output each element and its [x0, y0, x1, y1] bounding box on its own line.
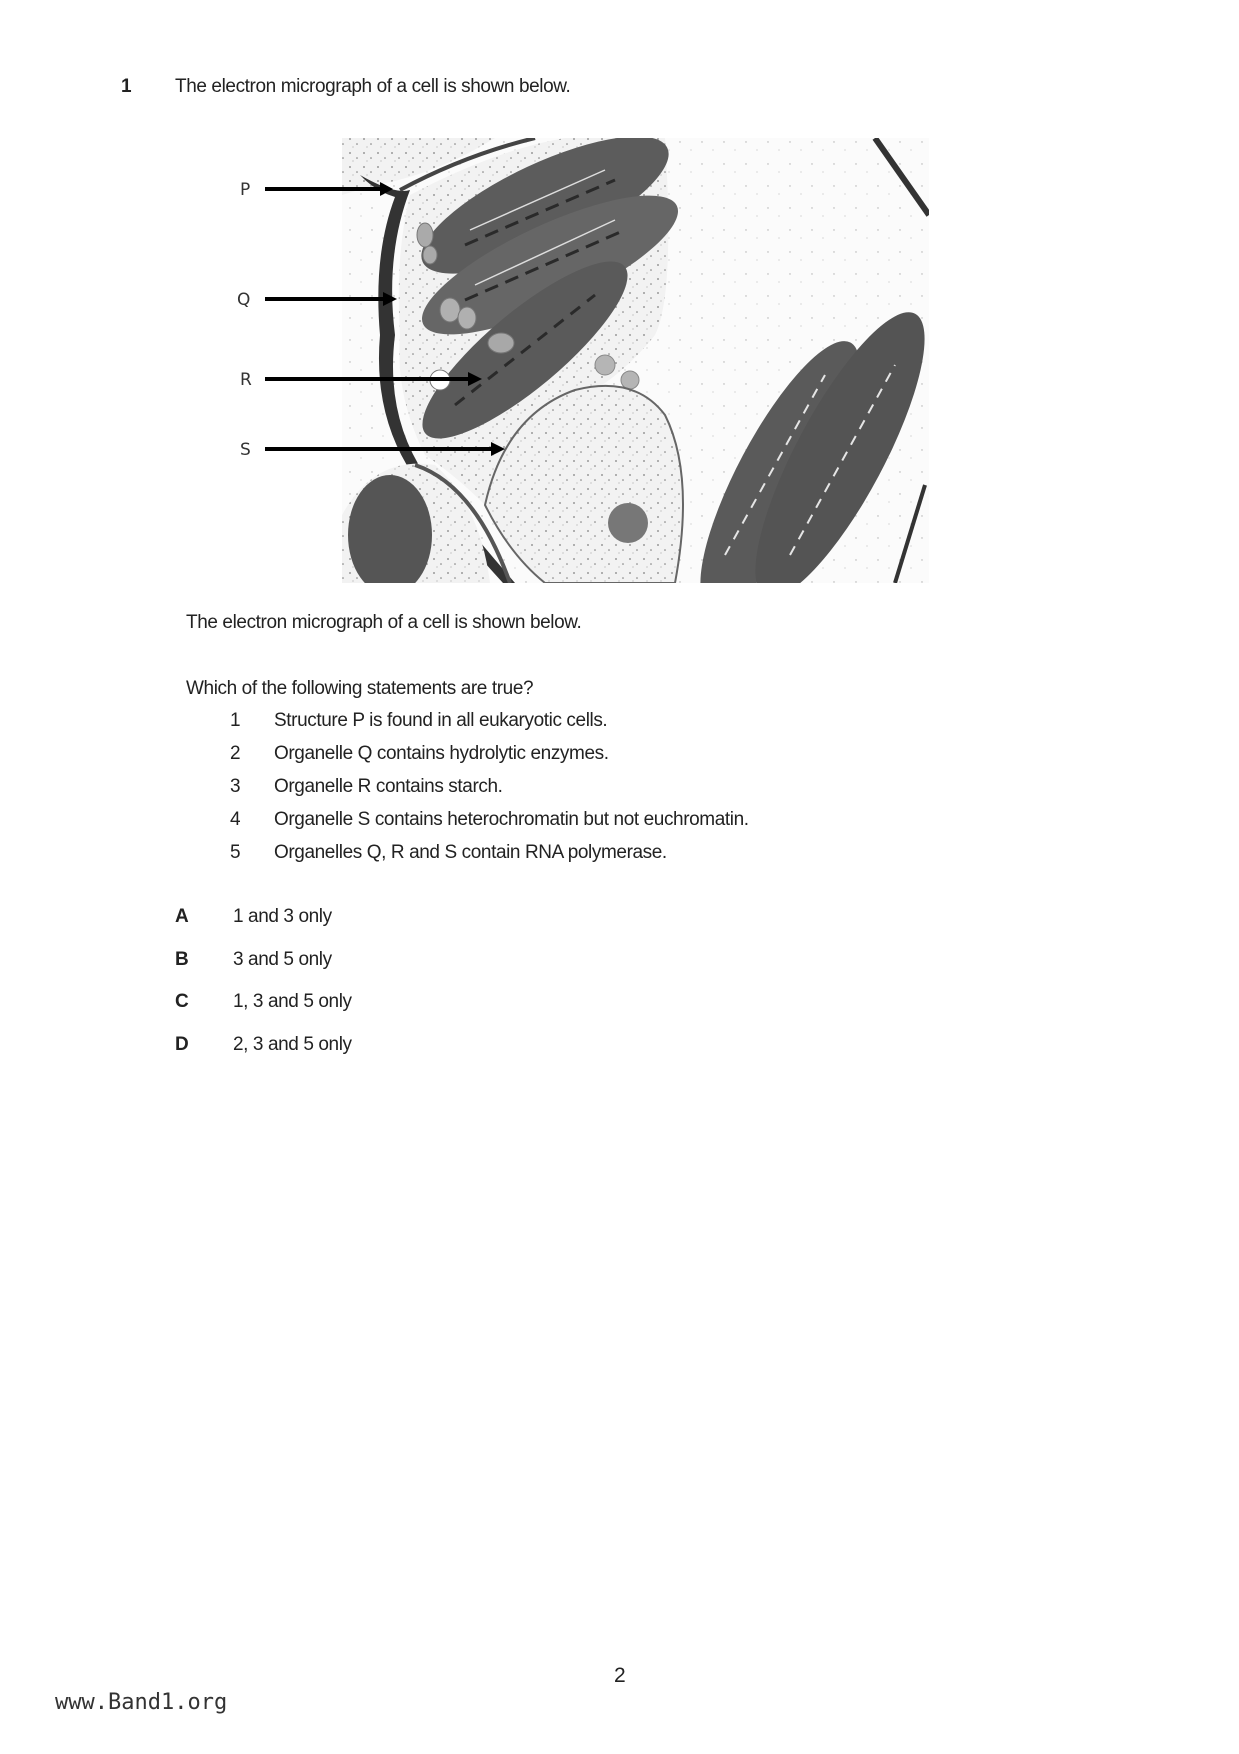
label-q: Q — [237, 290, 251, 310]
question-intro: The electron micrograph of a cell is shown below. — [175, 76, 571, 97]
micrograph-figure — [235, 135, 935, 587]
option-d[interactable] — [175, 1034, 352, 1056]
micrograph-svg — [235, 135, 935, 587]
label-p: P — [240, 180, 251, 200]
label-s: S — [240, 440, 251, 460]
statement-item — [186, 710, 607, 732]
statement-number: 3 — [230, 776, 241, 797]
question-prompt: Which of the following statements are true? — [186, 678, 534, 699]
statement-item — [186, 842, 667, 864]
statement-text: Structure P is found in all eukaryotic cells. — [274, 710, 608, 731]
footer-watermark: www.Band1.org — [55, 1690, 228, 1715]
statement-item — [186, 776, 503, 798]
statement-item — [186, 809, 749, 831]
figure-caption: The electron micrograph of a cell is shown below. — [186, 612, 582, 633]
option-text: 3 and 5 only — [233, 949, 332, 970]
statement-number: 5 — [230, 842, 241, 863]
statement-number: 4 — [230, 809, 241, 830]
option-text: 1, 3 and 5 only — [233, 991, 352, 1012]
statement-item — [186, 743, 609, 765]
statement-text: Organelles Q, R and S contain RNA polymerase. — [274, 842, 667, 863]
option-letter: C — [175, 991, 189, 1012]
label-r: R — [240, 370, 252, 390]
statement-text: Organelle R contains starch. — [274, 776, 503, 797]
option-letter: A — [175, 906, 189, 927]
statement-number: 2 — [230, 743, 241, 764]
option-text: 2, 3 and 5 only — [233, 1034, 352, 1055]
option-b[interactable] — [175, 949, 332, 971]
option-letter: B — [175, 949, 189, 970]
statement-number: 1 — [230, 710, 241, 731]
statement-text: Organelle Q contains hydrolytic enzymes. — [274, 743, 609, 764]
option-text: 1 and 3 only — [233, 906, 332, 927]
option-letter: D — [175, 1034, 189, 1055]
micrograph-image — [342, 135, 935, 587]
option-c[interactable] — [175, 991, 352, 1013]
question-number: 1 — [121, 76, 132, 97]
option-a[interactable] — [175, 906, 332, 928]
statement-text: Organelle S contains heterochromatin but not euchromatin. — [274, 809, 749, 830]
page-number: 2 — [614, 1664, 626, 1687]
